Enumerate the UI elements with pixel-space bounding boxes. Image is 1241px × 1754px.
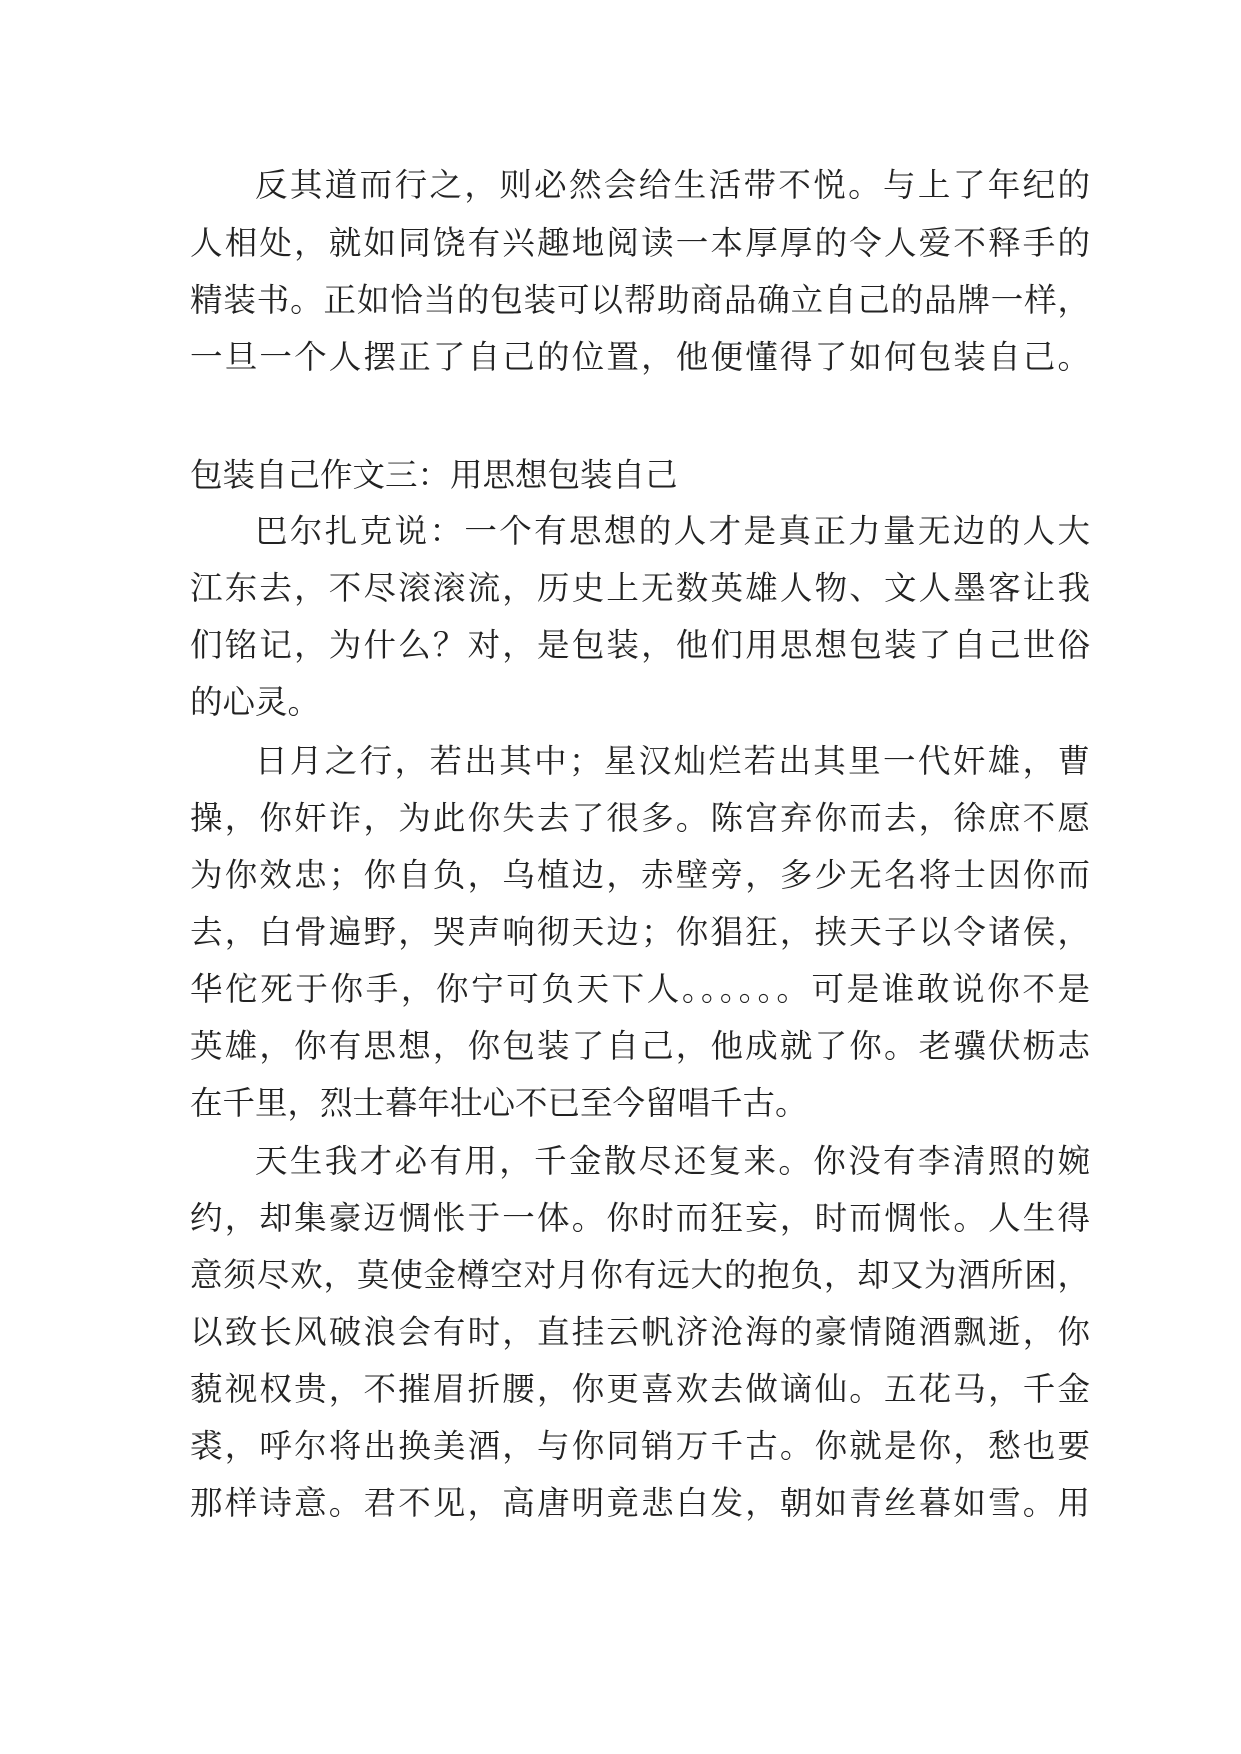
paragraph-4-line: 裘，呼尔将出换美酒，与你同销万千古。你就是你，愁也要 bbox=[190, 1427, 1090, 1465]
paragraph-1-line: 一旦一个人摆正了自己的位置，他便懂得了如何包装自己。 bbox=[190, 338, 1090, 376]
paragraph-3-line: 华佗死于你手，你宁可负天下人。。。。。。可是谁敢说你不是 bbox=[190, 970, 1090, 1008]
paragraph-2-line: 巴尔扎克说：一个有思想的人才是真正力量无边的人大 bbox=[255, 512, 1090, 550]
paragraph-4-line: 藐视权贵，不摧眉折腰，你更喜欢去做谪仙。五花马，千金 bbox=[190, 1370, 1090, 1408]
paragraph-4-line: 意须尽欢，莫使金樽空对月你有远大的抱负，却又为酒所困， bbox=[190, 1256, 1090, 1294]
paragraph-1-line: 人相处，就如同饶有兴趣地阅读一本厚厚的令人爱不释手的 bbox=[190, 224, 1090, 262]
paragraph-3-line: 操，你奸诈，为此你失去了很多。陈宫弃你而去，徐庶不愿 bbox=[190, 799, 1090, 837]
paragraph-3-line: 英雄，你有思想，你包装了自己，他成就了你。老骥伏枥志 bbox=[190, 1027, 1090, 1065]
paragraph-4-line: 约，却集豪迈惆怅于一体。你时而狂妄，时而惆怅。人生得 bbox=[190, 1199, 1090, 1237]
paragraph-3-line: 在千里，烈士暮年壮心不已至今留唱千古。 bbox=[190, 1084, 808, 1122]
paragraph-1-line: 反其道而行之，则必然会给生活带不悦。与上了年纪的 bbox=[255, 166, 1090, 204]
paragraph-4-line: 那样诗意。君不见，高唐明竟悲白发，朝如青丝暮如雪。用 bbox=[190, 1484, 1090, 1522]
paragraph-3-line: 去，白骨遍野，哭声响彻天边；你猖狂，挟天子以令诸侯， bbox=[190, 913, 1090, 951]
paragraph-4-line: 天生我才必有用，千金散尽还复来。你没有李清照的婉 bbox=[255, 1142, 1090, 1180]
section-heading: 包装自己作文三：用思想包装自己 bbox=[190, 456, 678, 494]
paragraph-4-line: 以致长风破浪会有时，直挂云帆济沧海的豪情随酒飘逝，你 bbox=[190, 1313, 1090, 1351]
paragraph-1-line: 精装书。正如恰当的包装可以帮助商品确立自己的品牌一样， bbox=[190, 281, 1090, 319]
paragraph-3-line: 日月之行，若出其中；星汉灿烂若出其里一代奸雄，曹 bbox=[255, 742, 1090, 780]
paragraph-3-line: 为你效忠；你自负，乌植边，赤壁旁，多少无名将士因你而 bbox=[190, 856, 1090, 894]
paragraph-2-line: 们铭记，为什么？对，是包装，他们用思想包装了自己世俗 bbox=[190, 626, 1090, 664]
paragraph-2-line: 江东去，不尽滚滚流，历史上无数英雄人物、文人墨客让我 bbox=[190, 569, 1090, 607]
paragraph-2-line: 的心灵。 bbox=[190, 683, 321, 721]
